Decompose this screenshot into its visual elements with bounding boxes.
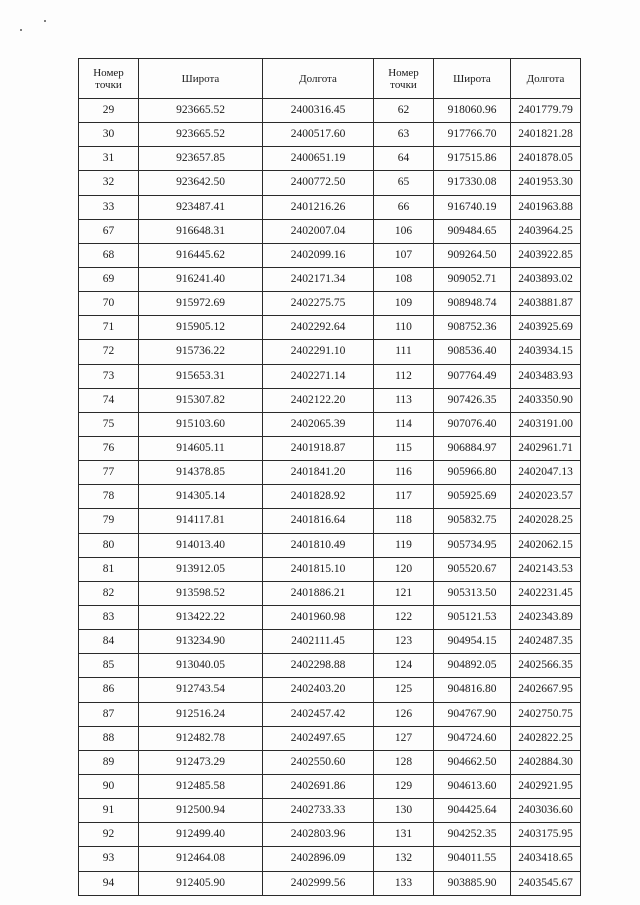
cell-point-number: 124 [374,654,434,678]
table-row [79,823,581,847]
table-row [79,461,581,485]
table-row [79,340,581,364]
cell-point-number: 29 [79,99,139,123]
cell-latitude: 909264.50 [434,243,511,267]
cell-latitude: 923657.85 [139,147,263,171]
cell-latitude: 923642.50 [139,171,263,195]
table-row [79,871,581,895]
cell-longitude: 2403893.02 [511,267,581,291]
cell-latitude: 904011.55 [434,847,511,871]
cell-longitude: 2402099.16 [263,243,374,267]
table-row [79,750,581,774]
cell-point-number: 78 [79,485,139,509]
cell-longitude: 2402691.86 [263,774,374,798]
cell-latitude: 905313.50 [434,581,511,605]
table-row [79,364,581,388]
cell-point-number: 120 [374,557,434,581]
cell-point-number: 65 [374,171,434,195]
cell-longitude: 2402231.45 [511,581,581,605]
cell-point-number: 85 [79,654,139,678]
table-row [79,147,581,171]
cell-latitude: 914305.14 [139,485,263,509]
cell-point-number: 107 [374,243,434,267]
cell-point-number: 30 [79,123,139,147]
cell-latitude: 916241.40 [139,267,263,291]
cell-latitude: 913912.05 [139,557,263,581]
cell-latitude: 912482.78 [139,726,263,750]
cell-longitude: 2401821.28 [511,123,581,147]
cell-longitude: 2402065.39 [263,412,374,436]
cell-longitude: 2401841.20 [263,461,374,485]
cell-latitude: 904252.35 [434,823,511,847]
cell-latitude: 915103.60 [139,412,263,436]
cell-latitude: 915972.69 [139,292,263,316]
cell-point-number: 31 [79,147,139,171]
cell-longitude: 2402884.30 [511,750,581,774]
cell-point-number: 123 [374,630,434,654]
cell-latitude: 916740.19 [434,195,511,219]
cell-longitude: 2401960.98 [263,605,374,629]
cell-latitude: 916445.62 [139,243,263,267]
cell-point-number: 117 [374,485,434,509]
cell-latitude: 905520.67 [434,557,511,581]
table-row [79,436,581,460]
cell-latitude: 914378.85 [139,461,263,485]
table-row [79,630,581,654]
cell-longitude: 2401810.49 [263,533,374,557]
cell-latitude: 904613.60 [434,774,511,798]
cell-point-number: 68 [79,243,139,267]
cell-longitude: 2401216.26 [263,195,374,219]
cell-latitude: 904767.90 [434,702,511,726]
cell-point-number: 93 [79,847,139,871]
cell-latitude: 912464.08 [139,847,263,871]
cell-point-number: 109 [374,292,434,316]
cell-longitude: 2402896.09 [263,847,374,871]
cell-latitude: 905832.75 [434,509,511,533]
header-point-number-right: Номер точки [374,59,434,99]
table-row [79,171,581,195]
cell-point-number: 63 [374,123,434,147]
table-row [79,195,581,219]
cell-longitude: 2401828.92 [263,485,374,509]
cell-latitude: 907764.49 [434,364,511,388]
cell-latitude: 915736.22 [139,340,263,364]
cell-longitude: 2402111.45 [263,630,374,654]
cell-latitude: 915653.31 [139,364,263,388]
cell-point-number: 131 [374,823,434,847]
cell-latitude: 914013.40 [139,533,263,557]
cell-longitude: 2402822.25 [511,726,581,750]
cell-latitude: 909052.71 [434,267,511,291]
cell-longitude: 2400517.60 [263,123,374,147]
cell-longitude: 2403545.67 [511,871,581,895]
cell-latitude: 913422.22 [139,605,263,629]
cell-latitude: 912499.40 [139,823,263,847]
table-row [79,799,581,823]
cell-point-number: 81 [79,557,139,581]
cell-latitude: 905734.95 [434,533,511,557]
cell-latitude: 912500.94 [139,799,263,823]
cell-longitude: 2402291.10 [263,340,374,364]
cell-point-number: 121 [374,581,434,605]
cell-longitude: 2400772.50 [263,171,374,195]
cell-latitude: 903885.90 [434,871,511,895]
cell-longitude: 2403036.60 [511,799,581,823]
cell-longitude: 2401878.05 [511,147,581,171]
cell-longitude: 2403934.15 [511,340,581,364]
cell-point-number: 132 [374,847,434,871]
table-row [79,316,581,340]
header-latitude-left: Широта [139,59,263,99]
cell-longitude: 2402275.75 [263,292,374,316]
cell-longitude: 2402062.15 [511,533,581,557]
cell-point-number: 122 [374,605,434,629]
cell-longitude: 2402667.95 [511,678,581,702]
cell-longitude: 2402007.04 [263,219,374,243]
cell-latitude: 906884.97 [434,436,511,460]
table-row [79,219,581,243]
table-row [79,292,581,316]
cell-latitude: 912473.29 [139,750,263,774]
table-row [79,557,581,581]
cell-longitude: 2401816.64 [263,509,374,533]
cell-point-number: 130 [374,799,434,823]
cell-point-number: 127 [374,726,434,750]
cell-latitude: 905966.80 [434,461,511,485]
cell-longitude: 2402961.71 [511,436,581,460]
cell-point-number: 91 [79,799,139,823]
cell-latitude: 908536.40 [434,340,511,364]
cell-longitude: 2402566.35 [511,654,581,678]
cell-latitude: 904662.50 [434,750,511,774]
cell-point-number: 84 [79,630,139,654]
cell-point-number: 64 [374,147,434,171]
cell-latitude: 904816.80 [434,678,511,702]
cell-point-number: 114 [374,412,434,436]
table-row [79,581,581,605]
cell-point-number: 128 [374,750,434,774]
cell-longitude: 2402921.95 [511,774,581,798]
cell-point-number: 74 [79,388,139,412]
cell-longitude: 2403175.95 [511,823,581,847]
cell-longitude: 2402271.14 [263,364,374,388]
cell-point-number: 108 [374,267,434,291]
header-latitude-right: Широта [434,59,511,99]
cell-point-number: 111 [374,340,434,364]
cell-latitude: 909484.65 [434,219,511,243]
cell-latitude: 913598.52 [139,581,263,605]
cell-longitude: 2402343.89 [511,605,581,629]
cell-longitude: 2402171.34 [263,267,374,291]
table-row [79,243,581,267]
cell-latitude: 917766.70 [434,123,511,147]
table-row [79,485,581,509]
header-row [79,59,581,99]
cell-latitude: 904724.60 [434,726,511,750]
cell-latitude: 923665.52 [139,123,263,147]
table-body [79,99,581,896]
cell-latitude: 904892.05 [434,654,511,678]
cell-point-number: 33 [79,195,139,219]
cell-latitude: 904954.15 [434,630,511,654]
cell-point-number: 86 [79,678,139,702]
cell-longitude: 2402550.60 [263,750,374,774]
cell-point-number: 69 [79,267,139,291]
table-row [79,847,581,871]
cell-latitude: 916648.31 [139,219,263,243]
cell-point-number: 75 [79,412,139,436]
cell-point-number: 62 [374,99,434,123]
cell-longitude: 2402487.35 [511,630,581,654]
cell-longitude: 2402497.65 [263,726,374,750]
cell-latitude: 917515.86 [434,147,511,171]
table-row [79,774,581,798]
scan-speck [44,20,46,22]
cell-point-number: 32 [79,171,139,195]
cell-point-number: 115 [374,436,434,460]
cell-latitude: 904425.64 [434,799,511,823]
cell-point-number: 92 [79,823,139,847]
cell-longitude: 2402143.53 [511,557,581,581]
cell-latitude: 912405.90 [139,871,263,895]
cell-latitude: 913234.90 [139,630,263,654]
cell-point-number: 88 [79,726,139,750]
cell-longitude: 2401953.30 [511,171,581,195]
cell-point-number: 79 [79,509,139,533]
cell-longitude: 2402028.25 [511,509,581,533]
cell-point-number: 83 [79,605,139,629]
cell-point-number: 94 [79,871,139,895]
cell-latitude: 918060.96 [434,99,511,123]
cell-latitude: 915307.82 [139,388,263,412]
cell-point-number: 112 [374,364,434,388]
cell-latitude: 923487.41 [139,195,263,219]
header-longitude-right: Долгота [511,59,581,99]
cell-longitude: 2400316.45 [263,99,374,123]
cell-latitude: 912485.58 [139,774,263,798]
cell-point-number: 73 [79,364,139,388]
cell-point-number: 126 [374,702,434,726]
cell-point-number: 133 [374,871,434,895]
cell-longitude: 2403350.90 [511,388,581,412]
cell-longitude: 2401963.88 [511,195,581,219]
cell-longitude: 2403922.85 [511,243,581,267]
cell-latitude: 923665.52 [139,99,263,123]
cell-point-number: 67 [79,219,139,243]
cell-point-number: 113 [374,388,434,412]
cell-longitude: 2403418.65 [511,847,581,871]
cell-point-number: 77 [79,461,139,485]
cell-point-number: 87 [79,702,139,726]
cell-point-number: 66 [374,195,434,219]
cell-point-number: 125 [374,678,434,702]
cell-point-number: 118 [374,509,434,533]
cell-longitude: 2403483.93 [511,364,581,388]
cell-latitude: 912516.24 [139,702,263,726]
cell-point-number: 71 [79,316,139,340]
cell-longitude: 2402023.57 [511,485,581,509]
table-row [79,654,581,678]
scan-speck [20,29,22,31]
cell-longitude: 2400651.19 [263,147,374,171]
table-row [79,605,581,629]
cell-longitude: 2402750.75 [511,702,581,726]
cell-latitude: 907076.40 [434,412,511,436]
cell-longitude: 2402292.64 [263,316,374,340]
header-longitude-left: Долгота [263,59,374,99]
cell-longitude: 2403881.87 [511,292,581,316]
cell-point-number: 82 [79,581,139,605]
cell-point-number: 70 [79,292,139,316]
cell-latitude: 908948.74 [434,292,511,316]
cell-point-number: 80 [79,533,139,557]
cell-point-number: 106 [374,219,434,243]
coordinates-table [78,58,581,896]
table-row [79,99,581,123]
cell-latitude: 913040.05 [139,654,263,678]
cell-latitude: 914605.11 [139,436,263,460]
table-row [79,509,581,533]
table-row [79,726,581,750]
cell-latitude: 905121.53 [434,605,511,629]
cell-point-number: 72 [79,340,139,364]
cell-point-number: 119 [374,533,434,557]
table-row [79,412,581,436]
table-row [79,123,581,147]
cell-longitude: 2402047.13 [511,461,581,485]
cell-latitude: 905925.69 [434,485,511,509]
cell-latitude: 915905.12 [139,316,263,340]
cell-point-number: 129 [374,774,434,798]
cell-longitude: 2401886.21 [263,581,374,605]
cell-point-number: 110 [374,316,434,340]
cell-longitude: 2401815.10 [263,557,374,581]
cell-longitude: 2402403.20 [263,678,374,702]
cell-point-number: 89 [79,750,139,774]
header-point-number-left: Номер точки [79,59,139,99]
cell-latitude: 907426.35 [434,388,511,412]
cell-point-number: 116 [374,461,434,485]
table-row [79,388,581,412]
table-row [79,267,581,291]
cell-longitude: 2401779.79 [511,99,581,123]
cell-latitude: 917330.08 [434,171,511,195]
cell-point-number: 90 [79,774,139,798]
table-row [79,678,581,702]
cell-longitude: 2402733.33 [263,799,374,823]
cell-latitude: 912743.54 [139,678,263,702]
table-row [79,702,581,726]
table-row [79,533,581,557]
cell-longitude: 2401918.87 [263,436,374,460]
cell-longitude: 2403191.00 [511,412,581,436]
cell-longitude: 2402298.88 [263,654,374,678]
cell-longitude: 2402122.20 [263,388,374,412]
cell-longitude: 2402999.56 [263,871,374,895]
cell-longitude: 2402803.96 [263,823,374,847]
cell-longitude: 2403925.69 [511,316,581,340]
table-header [79,59,581,99]
cell-latitude: 908752.36 [434,316,511,340]
cell-longitude: 2403964.25 [511,219,581,243]
cell-point-number: 76 [79,436,139,460]
cell-latitude: 914117.81 [139,509,263,533]
cell-longitude: 2402457.42 [263,702,374,726]
